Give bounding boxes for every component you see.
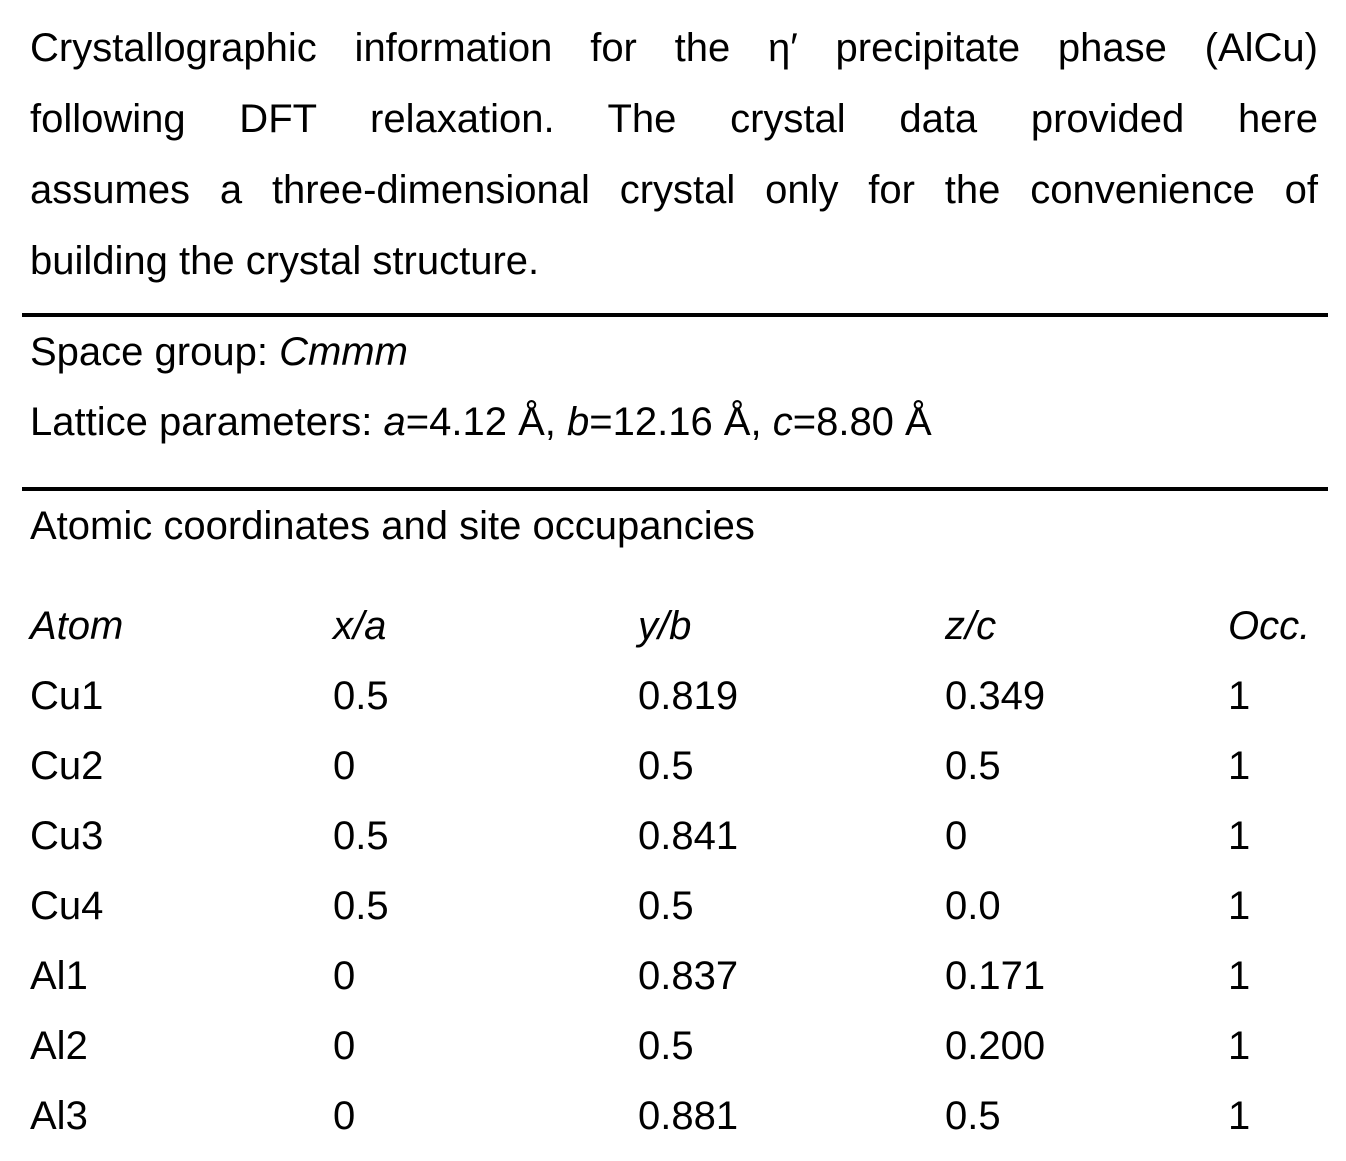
- cell-occ: 1: [1228, 674, 1251, 718]
- cell-xa: 0.5: [333, 674, 389, 718]
- table-header-row: [30, 591, 1318, 661]
- header-yb: y/b: [638, 604, 692, 648]
- lattice-value-b: =12.16 Å,: [589, 400, 773, 444]
- space-group-value: Cmmm: [279, 330, 408, 374]
- cell-occ: 1: [1228, 954, 1251, 998]
- cell-atom: Al2: [30, 1024, 88, 1068]
- atomic-coordinates-table: [0, 591, 1346, 1151]
- cell-zc: 0.5: [945, 744, 1001, 788]
- cell-yb: 0.837: [638, 954, 739, 998]
- cell-zc: 0: [945, 814, 968, 858]
- lattice-value-c: =8.80 Å: [792, 400, 932, 444]
- caption-line: following DFT relaxation. The crystal data provided here: [30, 97, 1318, 141]
- caption-line: assumes a three-dimensional crystal only for the convenience of: [30, 168, 1318, 212]
- cell-atom: Al3: [30, 1094, 88, 1138]
- table-row: [30, 941, 1318, 1011]
- cell-zc: 0.349: [945, 674, 1046, 718]
- table-row: [30, 871, 1318, 941]
- cell-xa: 0: [333, 744, 356, 788]
- cell-yb: 0.5: [638, 1024, 694, 1068]
- cell-atom: Cu4: [30, 884, 104, 928]
- space-group-line: [30, 317, 1346, 387]
- cell-yb: 0.841: [638, 814, 739, 858]
- cell-zc: 0.200: [945, 1024, 1046, 1068]
- cell-yb: 0.819: [638, 674, 739, 718]
- lattice-symbol-a: a: [383, 400, 406, 444]
- cell-occ: 1: [1228, 814, 1251, 858]
- table-row: [30, 1081, 1318, 1151]
- lattice-symbol-b: b: [566, 400, 590, 444]
- cell-zc: 0.0: [945, 884, 1001, 928]
- lattice-label: Lattice parameters:: [30, 400, 384, 444]
- cell-occ: 1: [1228, 1024, 1251, 1068]
- cell-atom: Cu2: [30, 744, 104, 788]
- lattice-value-a: =4.12 Å,: [405, 400, 567, 444]
- section-title: Atomic coordinates and site occupancies: [30, 504, 755, 548]
- cell-xa: 0.5: [333, 884, 389, 928]
- space-group-label: Space group:: [30, 330, 280, 374]
- cell-zc: 0.171: [945, 954, 1046, 998]
- cell-yb: 0.881: [638, 1094, 739, 1138]
- cell-xa: 0: [333, 954, 356, 998]
- cell-occ: 1: [1228, 744, 1251, 788]
- cell-yb: 0.5: [638, 884, 694, 928]
- cell-atom: Al1: [30, 954, 88, 998]
- cell-zc: 0.5: [945, 1094, 1001, 1138]
- cell-occ: 1: [1228, 1094, 1251, 1138]
- header-xa: x/a: [333, 604, 387, 648]
- table-caption: [30, 0, 1318, 297]
- caption-line: building the crystal structure.: [30, 239, 540, 283]
- header-zc: z/c: [945, 604, 997, 648]
- table-row: [30, 731, 1318, 801]
- header-occ: Occ.: [1228, 604, 1311, 648]
- caption-line: Crystallographic information for the η′ precipitate phase (AlCu): [30, 26, 1318, 70]
- table-row: [30, 801, 1318, 871]
- table-row: [30, 1011, 1318, 1081]
- cell-atom: Cu1: [30, 674, 104, 718]
- cell-xa: 0: [333, 1024, 356, 1068]
- cell-atom: Cu3: [30, 814, 104, 858]
- cell-yb: 0.5: [638, 744, 694, 788]
- cell-xa: 0: [333, 1094, 356, 1138]
- cell-xa: 0.5: [333, 814, 389, 858]
- lattice-parameters-line: [30, 387, 1346, 457]
- lattice-symbol-c: c: [772, 400, 793, 444]
- cell-occ: 1: [1228, 884, 1251, 928]
- header-atom: Atom: [30, 604, 124, 648]
- table-row: [30, 661, 1318, 731]
- table-body: [30, 661, 1318, 1151]
